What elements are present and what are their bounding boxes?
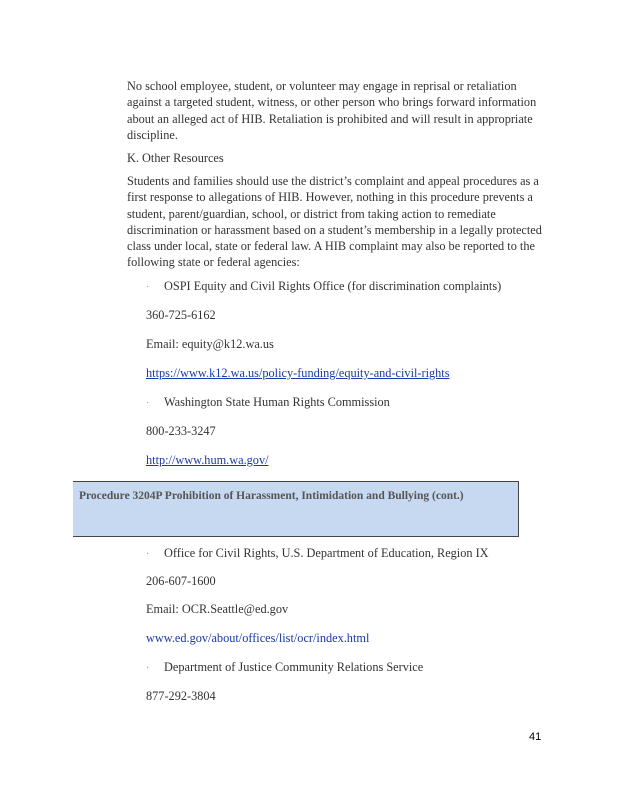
agency-phone: 800-233-3247 [146, 424, 216, 438]
agency-name: Washington State Human Rights Commission [164, 395, 390, 409]
retaliation-paragraph: No school employee, student, or volunteer may engage in reprisal or retaliation against a targeted student, witness, or other person who brings forward information about an alleged act of HIB. Retaliation is prohibited and will result in appropriate discipline. [127, 79, 537, 142]
agency-email: Email: OCR.Seattle@ed.gov [146, 602, 289, 616]
banner-title: Procedure 3204P Prohibition of Harassment, Intimidation and Bullying (cont.) [79, 490, 464, 502]
page-number: 41 [529, 731, 542, 743]
bullet-icon: · [146, 398, 150, 409]
agency-url[interactable]: http://www.hum.wa.gov/ [146, 453, 269, 467]
agency-url[interactable]: https://www.k12.wa.us/policy-funding/equity-and-civil-rights [146, 366, 450, 380]
list-item-ocr [146, 545, 489, 563]
agency-name: Office for Civil Rights, U.S. Department of Education, Region IX [164, 546, 489, 560]
agency-link-ospi[interactable] [146, 365, 450, 381]
agency-phone: 877-292-3804 [146, 689, 216, 703]
page-header-banner [73, 481, 519, 537]
bullet-icon: · [146, 282, 150, 293]
list-item-ospi [146, 278, 501, 296]
agency-name: OSPI Equity and Civil Rights Office (for discrimination complaints) [164, 279, 502, 293]
list-item-doj [146, 659, 423, 677]
resources-paragraph: Students and families should use the district’s complaint and appeal procedures as a first response to allegations of HIB. However, nothing in this procedure prevents a student, parent/guardian, school, or district from taking action to remediate discrimination or harassment based on a student’s membership in a legally protected class under local, state or federal law. A HIB complaint may also be reported to the following state or federal agencies: [127, 174, 542, 270]
agency-phone: 206-607-1600 [146, 574, 216, 588]
section-heading: K. Other Resources [127, 151, 224, 165]
agency-email: Email: equity@k12.wa.us [146, 337, 274, 351]
bullet-icon: · [146, 663, 150, 674]
agency-phone: 360-725-6162 [146, 308, 216, 322]
bullet-icon: · [146, 549, 150, 560]
agency-link-hrc[interactable] [146, 452, 269, 468]
list-item-hrc [146, 394, 390, 412]
agency-name: Department of Justice Community Relations Service [164, 660, 424, 674]
agency-link-ocr[interactable] [146, 630, 369, 646]
agency-url[interactable]: www.ed.gov/about/offices/list/ocr/index.html [146, 631, 370, 645]
